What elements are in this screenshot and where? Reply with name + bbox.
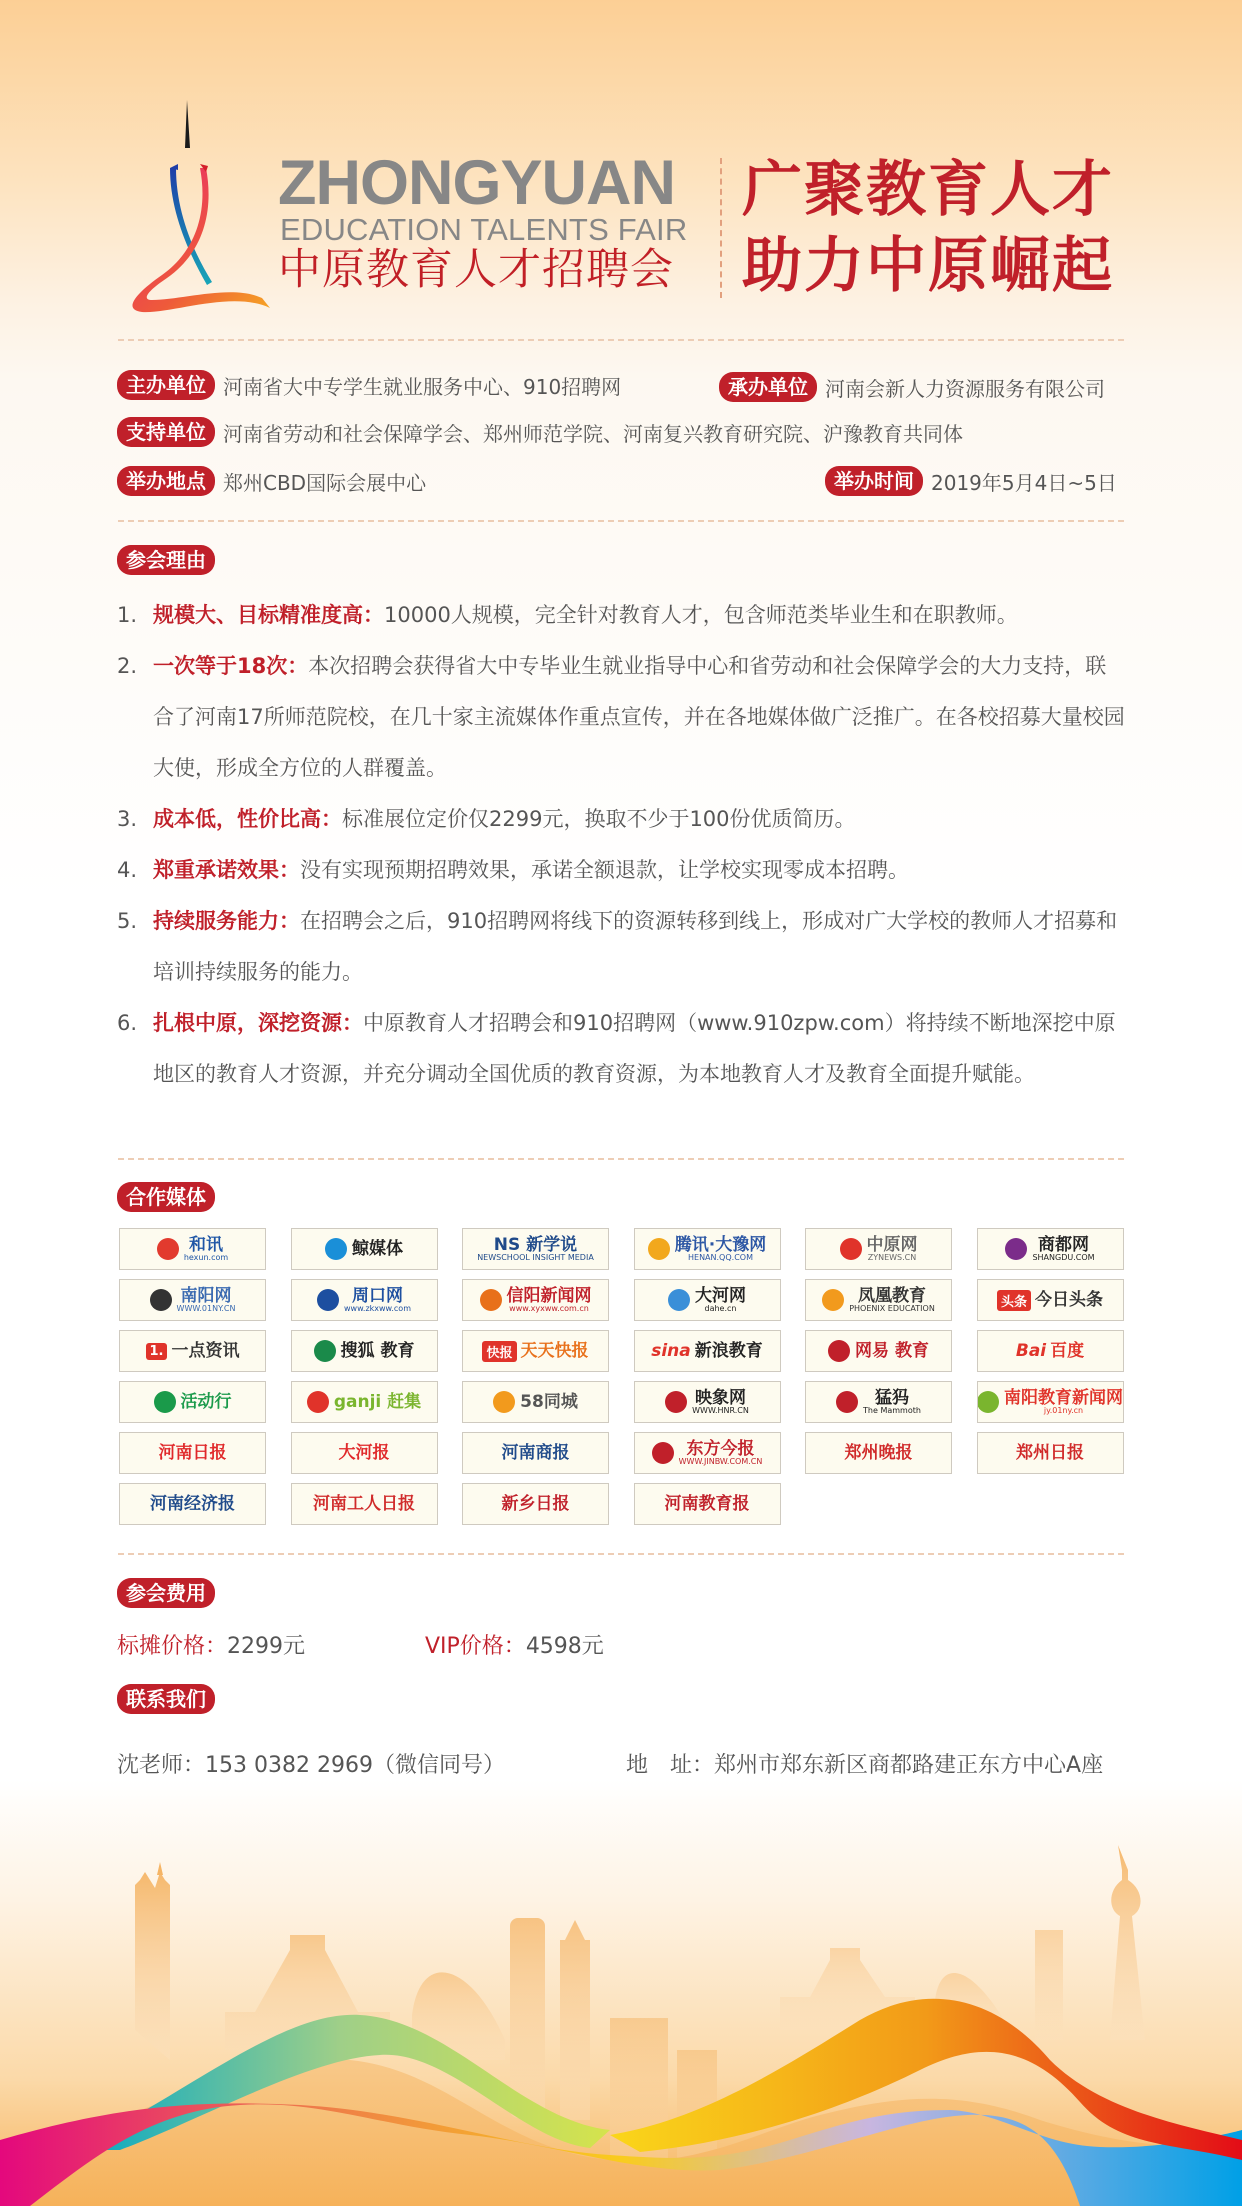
media-logo-name: 一点资讯	[171, 1340, 240, 1361]
media-logo	[977, 1228, 1124, 1270]
reason-text: 标准展位定价仅2299元，换取不少于100份优质简历。	[342, 807, 856, 831]
media-badge-icon: 快报	[482, 1341, 516, 1362]
reason-title: 扎根中原，深挖资源：	[153, 1011, 363, 1035]
media-logo	[291, 1483, 438, 1525]
media-logo	[805, 1228, 952, 1270]
slogan-line-2: 助力中原崛起	[742, 231, 1114, 301]
media-logo-icon	[150, 1289, 172, 1311]
media-logo-icon	[154, 1391, 176, 1413]
media-logo-subtitle: SHANGDU.COM	[1032, 1253, 1095, 1263]
media-logo-name: 河南日报	[158, 1442, 227, 1463]
media-logo-subtitle: HENAN.QQ.COM	[688, 1253, 753, 1263]
media-logo	[634, 1330, 781, 1372]
reason-item: 3. 成本低，性价比高：标准展位定价仅2299元，换取不少于100份优质简历。	[117, 807, 856, 831]
media-logo-name: 新浪教育	[694, 1340, 763, 1361]
reason-title: 成本低，性价比高：	[153, 807, 342, 831]
media-logo-name: 大河报	[338, 1442, 390, 1463]
media-badge-icon: 头条	[997, 1290, 1031, 1311]
media-logo-icon	[652, 1442, 674, 1464]
media-logo-subtitle: hexun.com	[183, 1253, 229, 1263]
media-logo-icon	[828, 1340, 850, 1362]
media-logo-name: 南阳教育新闻网	[1004, 1387, 1123, 1408]
slogan-line-1: 广聚教育人才	[742, 155, 1114, 225]
media-logo-name: 腾讯·大豫网	[674, 1234, 767, 1255]
media-logo-name: 天天快报	[520, 1340, 589, 1361]
media-logo-icon	[493, 1391, 515, 1413]
media-logo	[291, 1228, 438, 1270]
media-logo-name: 河南经济报	[150, 1493, 235, 1514]
time-label: 举办时间	[825, 466, 923, 496]
reason-title: 一次等于18次：	[153, 654, 309, 678]
fees-heading: 参会费用	[117, 1578, 215, 1608]
media-logo-subtitle: www.xyxww.com.cn	[509, 1304, 589, 1314]
reason-text: 本次招聘会获得省大中专毕业生就业指导中心和省劳动和社会保障学会的大力支持，联合了河南17所师范院校，在几十家主流媒体作重点宣传，并在各地媒体做广泛推广。在各校招募大量校园大使，形成全方位的人群覆盖。	[153, 654, 1125, 780]
media-logo	[634, 1381, 781, 1423]
media-logo-icon	[307, 1391, 329, 1413]
venue-value: 郑州CBD国际会展中心	[223, 470, 427, 495]
media-logo-grid	[119, 1228, 1124, 1525]
media-logo	[462, 1279, 609, 1321]
standard-price-label: 标摊价格：	[117, 1634, 228, 1659]
contact-address	[626, 1748, 1103, 1779]
support-row	[117, 417, 963, 447]
media-logo	[805, 1330, 952, 1372]
reasons-list	[117, 590, 1127, 1100]
vip-price	[425, 1629, 604, 1660]
media-logo-name: 河南商报	[501, 1442, 570, 1463]
media-logo	[634, 1483, 781, 1525]
media-logo-name: 今日头条	[1035, 1289, 1103, 1310]
media-logo	[805, 1381, 952, 1423]
support-label: 支持单位	[117, 417, 215, 447]
reason-title: 持续服务能力：	[153, 909, 300, 933]
media-logo-name: 中原网	[866, 1234, 918, 1255]
media-logo-name: 郑州日报	[1016, 1442, 1084, 1463]
media-logo	[462, 1483, 609, 1525]
media-logo-icon	[317, 1289, 339, 1311]
media-logo-icon	[822, 1289, 844, 1311]
media-logo-icon	[1005, 1238, 1027, 1260]
title-english-main: ZHONGYUAN	[278, 148, 675, 218]
divider	[118, 520, 1124, 522]
media-logo-name: 猛犸	[874, 1387, 909, 1408]
contact-heading: 联系我们	[117, 1684, 215, 1714]
city-skyline-ribbons-illustration	[0, 1800, 1242, 2206]
media-logo-subtitle: WWW.HNR.CN	[692, 1406, 749, 1416]
reason-item: 1. 规模大、目标精准度高：10000人规模，完全针对教育人才，包含师范类毕业生和在职教师。	[117, 603, 1018, 627]
media-logo-subtitle: dahe.cn	[704, 1304, 737, 1314]
media-logo	[291, 1330, 438, 1372]
media-logo	[977, 1279, 1124, 1321]
host-value: 河南省大中专学生就业服务中心、910招聘网	[223, 374, 622, 399]
venue-label: 举办地点	[117, 466, 215, 496]
media-logo-subtitle: WWW.JINBW.COM.CN	[678, 1457, 763, 1467]
media-logo	[462, 1330, 609, 1372]
host-label: 主办单位	[117, 370, 215, 400]
media-logo-name: 凤凰教育	[858, 1285, 926, 1306]
media-logo-name: 河南教育报	[664, 1493, 750, 1514]
media-logo	[291, 1432, 438, 1474]
media-logo-name: 商都网	[1038, 1234, 1089, 1255]
vip-price-value: 4598元	[525, 1634, 604, 1659]
reason-item: 5. 持续服务能力：在招聘会之后，910招聘网将线下的资源转移到线上，形成对广大学校的教师人才招募和培训持续服务的能力。	[117, 909, 1118, 984]
media-logo-icon	[665, 1391, 687, 1413]
standard-price-value: 2299元	[227, 1634, 306, 1659]
reason-text: 在招聘会之后，910招聘网将线下的资源转移到线上，形成对广大学校的教师人才招募和培训持续服务的能力。	[153, 909, 1118, 984]
media-logo	[634, 1228, 781, 1270]
media-logo-name: 周口网	[351, 1285, 403, 1306]
media-logo	[977, 1381, 1124, 1423]
media-logo	[462, 1381, 609, 1423]
reason-title: 规模大、目标精准度高：	[153, 603, 384, 627]
reason-item: 6. 扎根中原，深挖资源：中原教育人才招聘会和910招聘网（www.910zpw.com）将持续不断地深挖中原地区的教育人才资源，并充分调动全国优质的教育资源，为本地教育人才及教育全面提升赋能。	[117, 1011, 1116, 1086]
media-logo-name: 郑州晚报	[844, 1442, 913, 1463]
media-logo-icon	[314, 1340, 336, 1362]
media-logo-name: 和讯	[188, 1234, 223, 1255]
media-logo-name: 58同城	[520, 1391, 578, 1412]
media-logo-icon	[840, 1238, 862, 1260]
media-logo-name: 东方今报	[686, 1438, 755, 1459]
organizer-label: 承办单位	[719, 372, 817, 402]
media-logo	[462, 1432, 609, 1474]
media-heading: 合作媒体	[117, 1182, 215, 1212]
standard-price	[117, 1629, 305, 1660]
media-logo-icon	[836, 1391, 858, 1413]
media-logo-name: NS 新学说	[493, 1234, 578, 1255]
media-logo-name: 百度	[1050, 1340, 1085, 1361]
media-logo-icon	[480, 1289, 502, 1311]
time-value: 2019年5月4日~5日	[931, 470, 1117, 495]
media-logo-name: 鲸媒体	[352, 1238, 403, 1259]
media-logo	[119, 1228, 266, 1270]
reason-text: 没有实现预期招聘效果，承诺全额退款，让学校实现零成本招聘。	[300, 858, 909, 882]
support-value: 河南省劳动和社会保障学会、郑州师范学院、河南复兴教育研究院、沪豫教育共同体	[223, 421, 963, 446]
media-logo-subtitle: jy.01ny.cn	[1043, 1406, 1084, 1416]
media-logo	[291, 1381, 438, 1423]
address-value: 郑州市郑东新区商都路建正东方中心A座	[714, 1753, 1104, 1778]
vip-price-label: VIP价格：	[425, 1634, 526, 1659]
organizer-row	[719, 372, 1105, 402]
media-logo-name: 活动行	[180, 1391, 232, 1412]
reasons-heading: 参会理由	[117, 545, 215, 575]
media-logo-name: 映象网	[695, 1387, 746, 1408]
media-logo-icon	[668, 1289, 690, 1311]
divider	[118, 1158, 1124, 1160]
venue-row	[117, 466, 426, 496]
media-logo-prefix: Bai	[1015, 1340, 1047, 1361]
media-logo-subtitle: www.zkxww.com	[344, 1304, 411, 1314]
reason-text: 10000人规模，完全针对教育人才，包含师范类毕业生和在职教师。	[384, 603, 1018, 627]
title-english-subtitle: EDUCATION TALENTS FAIR	[280, 212, 688, 247]
media-logo-icon	[977, 1391, 999, 1413]
media-logo-name: ganji 赶集	[333, 1391, 422, 1412]
media-logo-name: 新乡日报	[501, 1493, 570, 1514]
contact-person: 沈老师：153 0382 2969（微信同号）	[117, 1753, 505, 1778]
media-logo	[805, 1432, 952, 1474]
media-logo-icon	[157, 1238, 179, 1260]
media-logo-icon	[648, 1238, 670, 1260]
time-row	[825, 466, 1117, 496]
media-logo	[977, 1330, 1124, 1372]
reason-text: 中原教育人才招聘会和910招聘网（www.910zpw.com）将持续不断地深挖中原地区的教育人才资源，并充分调动全国优质的教育资源，为本地教育人才及教育全面提升赋能。	[153, 1011, 1116, 1086]
media-logo	[119, 1483, 266, 1525]
media-logo	[119, 1330, 266, 1372]
media-logo-subtitle: NEWSCHOOL INSIGHT MEDIA	[477, 1253, 594, 1263]
media-logo	[634, 1432, 781, 1474]
media-logo-subtitle: PHOENIX EDUCATION	[849, 1304, 935, 1314]
host-row	[117, 370, 621, 400]
divider	[118, 1553, 1124, 1555]
media-logo	[805, 1279, 952, 1321]
media-logo	[291, 1279, 438, 1321]
reason-title: 郑重承诺效果：	[153, 858, 300, 882]
media-logo-icon	[325, 1238, 347, 1260]
media-logo	[634, 1279, 781, 1321]
media-badge-icon: 1.	[146, 1343, 168, 1360]
media-logo-name: 河南工人日报	[313, 1493, 415, 1514]
divider	[118, 339, 1124, 341]
media-logo-name: 网易 教育	[855, 1340, 929, 1361]
media-logo	[119, 1432, 266, 1474]
media-logo-subtitle: ZYNEWS.CN	[867, 1253, 917, 1263]
media-logo-name: 大河网	[695, 1285, 746, 1306]
organizer-value: 河南会新人力资源服务有限公司	[825, 376, 1105, 401]
reason-item: 4. 郑重承诺效果：没有实现预期招聘效果，承诺全额退款，让学校实现零成本招聘。	[117, 858, 909, 882]
media-logo-prefix: sina	[651, 1340, 691, 1361]
media-logo-name: 南阳网	[180, 1285, 232, 1306]
title-chinese: 中原教育人才招聘会	[278, 245, 674, 295]
reason-item: 2. 一次等于18次：本次招聘会获得省大中专毕业生就业指导中心和省劳动和社会保障学会的大力支持，联合了河南17所师范院校，在几十家主流媒体作重点宣传，并在各地媒体做广泛推广。在各校招募大量校园大使，形成全方位的人群覆盖。	[117, 654, 1125, 780]
media-logo	[119, 1381, 266, 1423]
media-logo-subtitle: WWW.01NY.CN	[176, 1304, 236, 1314]
header-vertical-divider	[720, 158, 722, 298]
media-logo	[977, 1432, 1124, 1474]
media-logo	[462, 1228, 609, 1270]
media-logo-subtitle: The Mammoth	[863, 1406, 921, 1416]
address-label: 地 址：	[626, 1753, 715, 1778]
media-logo-name: 信阳新闻网	[506, 1285, 592, 1306]
ribbon-tower-logo-icon	[112, 100, 272, 315]
media-logo-name: 搜狐 教育	[340, 1340, 415, 1361]
media-logo	[119, 1279, 266, 1321]
